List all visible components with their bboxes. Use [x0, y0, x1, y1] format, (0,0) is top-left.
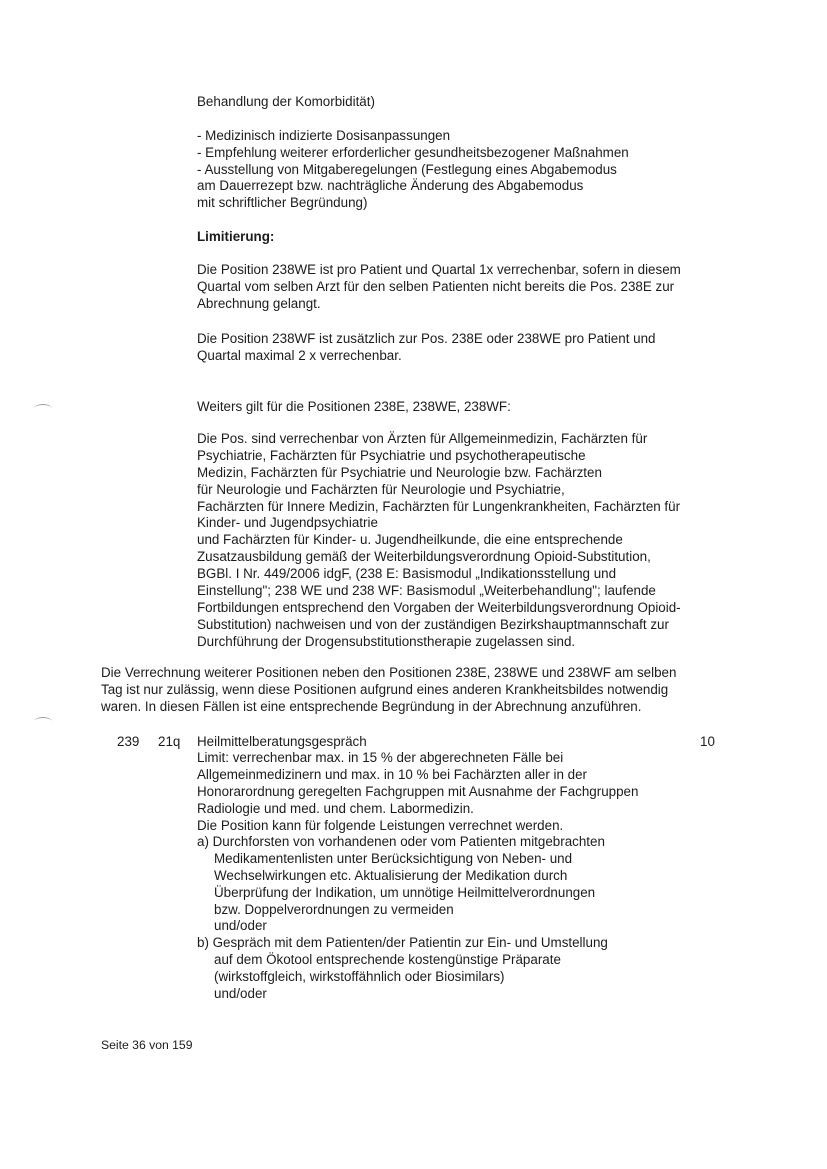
list-item-b — [197, 935, 608, 1003]
text-line: Die Position 238WF ist zusätzlich zur Pos. 238E oder 238WE pro Patient und — [197, 331, 656, 346]
text-line: Radiologie und med. und chem. Labormedizin. — [197, 800, 474, 816]
text-line: Durchführung der Drogensubstitutionstherapie zugelassen sind. — [197, 633, 576, 649]
limitierung-heading: Limitierung: — [197, 229, 275, 244]
position-number: 239 — [117, 734, 140, 749]
text-line: b) Gespräch mit dem Patienten/der Patientin zur Ein- und Umstellung — [197, 935, 608, 950]
text-line: bzw. Doppelverordnungen zu vermeiden — [214, 901, 454, 917]
text-line: Überprüfung der Indikation, um unnötige Heilmittelverordnungen — [214, 884, 596, 900]
text-line: für Neurologie und Fachärzten für Neurologie und Psychiatrie, — [197, 481, 565, 497]
text-line: - Medizinisch indizierte Dosisanpassungen — [197, 127, 451, 143]
verrechnung-paragraph — [101, 665, 676, 716]
text-line: Fortbildungen entsprechend den Vorgaben der Weiterbildungsverordnung Opioid- — [197, 599, 681, 615]
text-line: Die Position kann für folgende Leistungen verrechnet werden. — [197, 817, 564, 833]
text-line: Zusatzausbildung gemäß der Weiterbildungsverordnung Opioid-Substitution, — [197, 549, 651, 565]
text-line: (wirkstoffgleich, wirkstoffähnlich oder Biosimilars) — [214, 968, 505, 984]
text-line: BGBl. I Nr. 449/2006 idgF, (238 E: Basismodul „Indikationsstellung und — [197, 566, 617, 582]
text-line: auf dem Ökotool entsprechende kostengünstige Präparate — [214, 951, 561, 967]
text-line: a) Durchforsten von vorhandenen oder vom Patienten mitgebrachten — [197, 834, 605, 849]
position-code: 21q — [158, 734, 181, 749]
text-line: mit schriftlicher Begründung) — [197, 195, 368, 211]
scan-punch-mark — [34, 717, 52, 726]
position-limit-text — [197, 750, 638, 834]
text-line: Die Verrechnung weiterer Positionen neben den Positionen 238E, 238WE und 238WF am selben — [101, 665, 677, 680]
text-line: Die Pos. sind verrechenbar von Ärzten für Allgemeinmedizin, Fachärzten für — [197, 431, 648, 446]
text-line: - Empfehlung weiterer erforderlicher gesundheitsbezogener Maßnahmen — [197, 144, 629, 160]
text-line: Psychiatrie, Fachärzten für Psychiatrie und psychotherapeutische — [197, 447, 586, 463]
text-line: Kinder- und Jugendpsychiatrie — [197, 515, 378, 531]
text-line: Medizin, Fachärzten für Psychiatrie und Neurologie bzw. Fachärzten — [197, 464, 602, 480]
text-line: und Fachärzten für Kinder- u. Jugendheilkunde, die eine entsprechende — [197, 532, 623, 548]
list-item-a — [197, 834, 605, 935]
text-line: Quartal maximal 2 x verrechenbar. — [197, 347, 402, 363]
text-line: Allgemeinmedizinern und max. in 10 % bei Fachärzten aller in der — [197, 766, 588, 782]
limit-paragraph-1 — [197, 262, 681, 313]
text-line: Die Position 238WE ist pro Patient und Quartal 1x verrechenbar, sofern in diesem — [197, 262, 681, 277]
text-line: und/oder — [214, 918, 267, 934]
position-points: 10 — [700, 734, 715, 749]
text-line: Abrechnung gelangt. — [197, 295, 321, 311]
intro-section — [197, 94, 629, 212]
weiters-line: Weiters gilt für die Positionen 238E, 238WE, 238WF: — [197, 399, 511, 414]
text-line: und/oder — [214, 985, 267, 1001]
text-line: - Ausstellung von Mitgaberegelungen (Festlegung eines Abgabemodus — [197, 161, 617, 177]
limit-paragraph-2 — [197, 331, 656, 365]
text-line: Quartal vom selben Arzt für den selben Patienten nicht bereits die Pos. 238E zur — [197, 278, 675, 294]
aerzte-paragraph — [197, 431, 681, 651]
text-line: Honorarordnung geregelten Fachgruppen mit Ausnahme der Fachgruppen — [197, 783, 639, 799]
text-line: Tag ist nur zulässig, wenn diese Positionen aufgrund eines anderen Krankheitsbildes notwendig — [101, 681, 669, 697]
text-line: Einstellung"; 238 WE und 238 WF: Basismodul „Weiterbehandlung"; laufende — [197, 583, 656, 599]
text-line: am Dauerrezept bzw. nachträgliche Änderung des Abgabemodus — [197, 178, 584, 194]
text-line: Medikamentenlisten unter Berücksichtigung von Neben- und — [214, 850, 573, 866]
position-row — [0, 733, 827, 750]
text-line: Substitution) nachweisen und von der zuständigen Bezirkshauptmannschaft zur — [197, 616, 669, 632]
text-line: Limit: verrechenbar max. in 15 % der abgerechneten Fälle bei — [197, 750, 564, 765]
text-line: Behandlung der Komorbidität) — [197, 94, 375, 109]
text-line — [197, 111, 629, 128]
position-title: Heilmittelberatungsgespräch — [197, 734, 367, 749]
text-line: Wechselwirkungen etc. Aktualisierung der Medikation durch — [214, 867, 568, 883]
scan-punch-mark — [34, 404, 52, 413]
text-line: Fachärzten für Innere Medizin, Fachärzten für Lungenkrankheiten, Fachärzten für — [197, 498, 681, 514]
text-line: waren. In diesen Fällen ist eine entsprechende Begründung in der Abrechnung anzuführen. — [101, 698, 642, 714]
page-number-footer: Seite 36 von 159 — [101, 1038, 193, 1052]
